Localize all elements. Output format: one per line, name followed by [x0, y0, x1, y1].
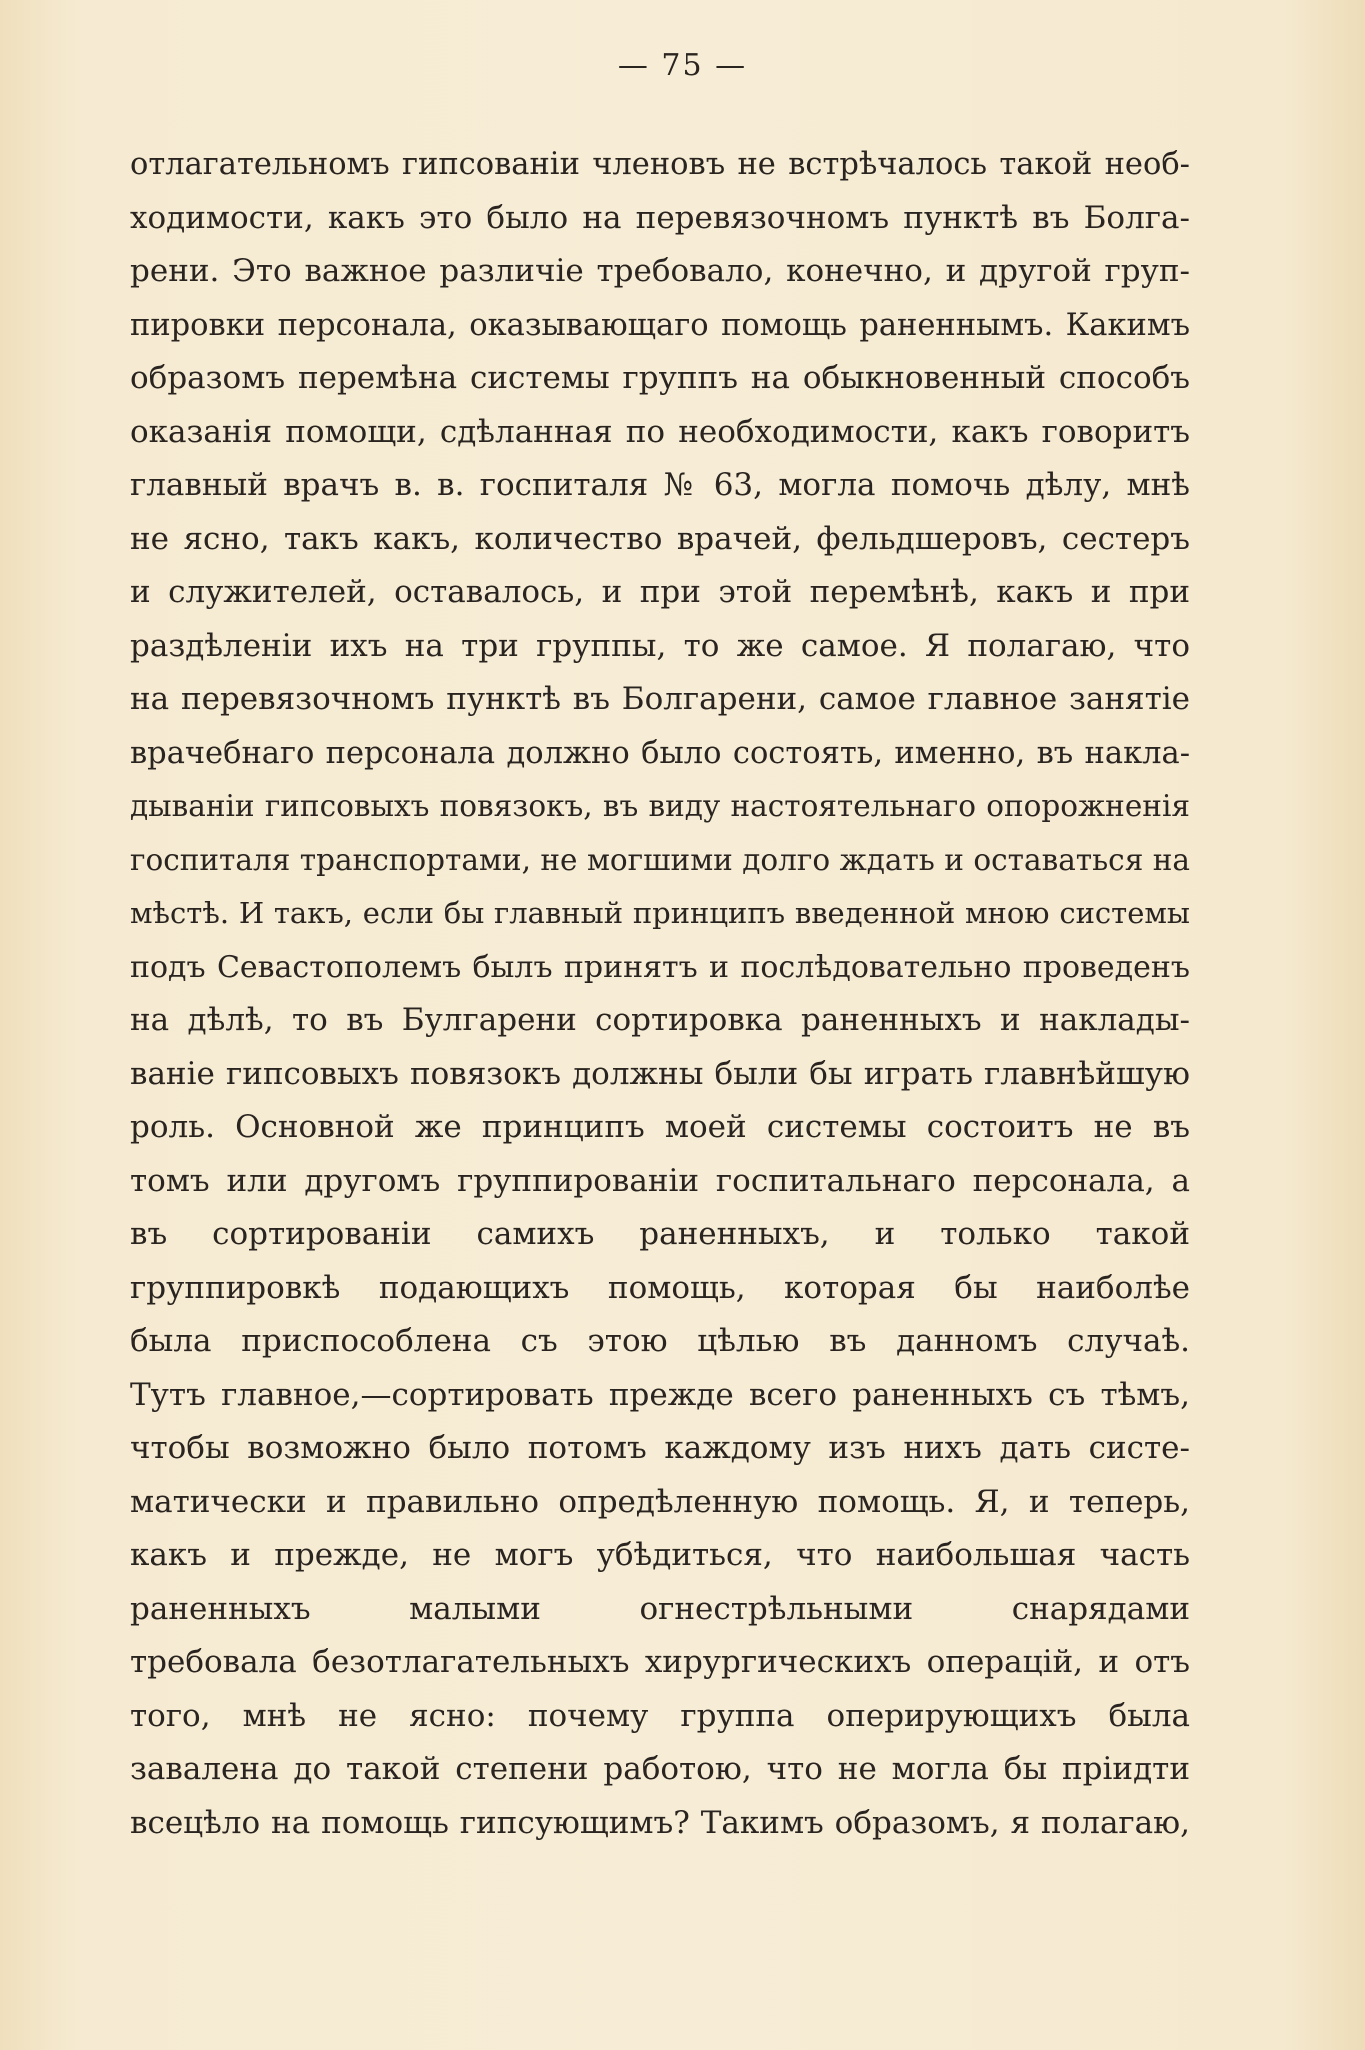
text-line: роль. Основной же принципъ моей системы состоитъ не въ [130, 1109, 1190, 1145]
text-line: какъ и прежде, не могъ убѣдиться, что наибольшая часть [130, 1537, 1190, 1573]
text-line: Тутъ главное,—сортировать прежде всего раненныхъ съ тѣмъ, [130, 1376, 1190, 1413]
text-line: главный врачъ в. в. госпиталя № 63, могла помочь дѣлу, мнѣ [130, 467, 1190, 503]
text-line: завалена до такой степени работою, что не могла бы прiидти [130, 1751, 1190, 1787]
text-line: всецѣло на помощь гипсующимъ? Такимъ образомъ, я полагаю, [130, 1804, 1190, 1841]
text-line: пировки персонала, оказывающаго помощь раненнымъ. Какимъ [130, 307, 1190, 343]
text-line: не ясно, такъ какъ, количество врачей, фельдшеровъ, сестеръ [130, 520, 1190, 557]
text-line: и служителей, оставалось, и при этой перемѣнѣ, какъ и при [130, 574, 1190, 610]
text-line: дыванiи гипсовыхъ повязокъ, въ виду настоятельнаго опорожненiя [130, 789, 1190, 823]
text-line: того, мнѣ не ясно: почему группа оперирующихъ была [130, 1697, 1190, 1734]
text-line: чтобы возможно было потомъ каждому изъ нихъ дать систе- [130, 1430, 1190, 1466]
text-line: отлагательномъ гипсованiи членовъ не встрѣчалось такой необ- [130, 147, 1190, 182]
text-line: раненныхъ малыми огнестрѣльными снарядами [130, 1590, 1190, 1627]
text-line: оказанiя помощи, сдѣланная по необходимости, какъ говоритъ [130, 413, 1190, 450]
text-line: томъ или другомъ группированiи госпитальнаго персонала, а [130, 1162, 1190, 1199]
text-line: мѣстѣ. И такъ, если бы главный принципъ введенной мною системы [130, 896, 1190, 930]
text-line: требовала безотлагательныхъ хирургическихъ операцiй, и отъ [130, 1644, 1190, 1680]
text-line: была приспособлена съ этою цѣлью въ данномъ случаѣ. [130, 1323, 1190, 1359]
text-line: подъ Севастополемъ былъ принятъ и послѣдовательно проведенъ [130, 949, 1190, 985]
text-line: на перевязочномъ пунктѣ въ Болгарени, самое главное занятiе [130, 681, 1190, 717]
text-line: рени. Это важное различiе требовало, конечно, и другой груп- [130, 253, 1190, 289]
text-line: раздѣленiи ихъ на три группы, то же самое. Я полагаю, что [130, 627, 1190, 664]
text-line: ванiе гипсовыхъ повязокъ должны были бы играть главнѣйшую [130, 1055, 1190, 1092]
text-line: группировкѣ подающихъ помощь, которая бы наиболѣе [130, 1269, 1190, 1306]
text-line: ходимости, какъ это было на перевязочномъ пунктѣ въ Болга- [130, 199, 1190, 236]
text-line: госпиталя транспортами, не могшими долго ждать и оставаться на [130, 842, 1190, 877]
text-line: на дѣлѣ, то въ Булгарени сортировка раненныхъ и наклады- [130, 1002, 1190, 1038]
text-line: матически и правильно опредѣленную помощь. Я, и теперь, [130, 1483, 1190, 1520]
text-line: врачебнаго персонала должно было состоять, именно, въ накла- [130, 735, 1190, 771]
page-number: — 75 — [617, 48, 748, 83]
body-text [130, 138, 1190, 1850]
text-line: образомъ перемѣна системы группъ на обыкновенный способъ [130, 360, 1190, 396]
text-line: въ сортированiи самихъ раненныхъ, и только такой [130, 1216, 1190, 1252]
